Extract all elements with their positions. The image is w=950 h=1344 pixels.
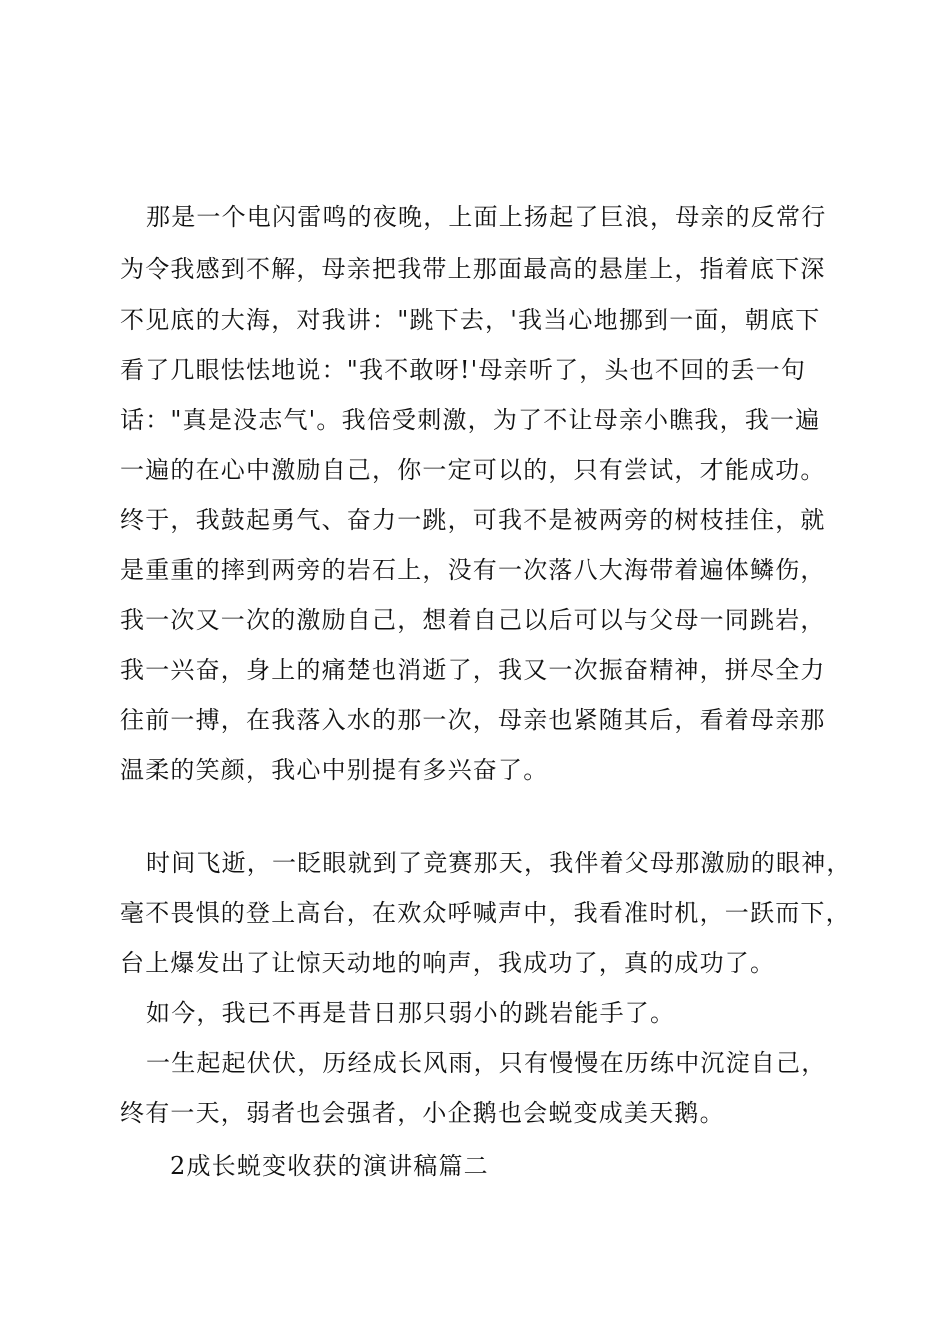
paragraph-1-line-11: 往前一搏，在我落入水的那一次，母亲也紧随其后，看着母亲那: [120, 706, 826, 734]
paragraph-1-line-6: 一遍的在心中激励自己，你一定可以的，只有尝试，才能成功。: [120, 456, 826, 484]
paragraph-1-line-5: 话："真是没志气'。我倍受刺激，为了不让母亲小瞧我，我一遍: [120, 406, 821, 434]
paragraph-1-line-12: 温柔的笑颜，我心中别提有多兴奋了。: [120, 756, 549, 784]
paragraph-2-line-1: 时间飞逝，一眨眼就到了竞赛那天，我伴着父母那激励的眼神，: [146, 849, 852, 877]
paragraph-1-line-8: 是重重的摔到两旁的岩石上，没有一次落八大海带着遍体鳞伤，: [120, 556, 826, 584]
paragraph-1-line-7: 终于，我鼓起勇气、奋力一跳，可我不是被两旁的树枝挂住，就: [120, 506, 826, 534]
paragraph-2-line-3: 台上爆发出了让惊天动地的响声，我成功了，真的成功了。: [120, 949, 776, 977]
paragraph-4-line-1: 一生起起伏伏，历经成长风雨，只有慢慢在历练中沉淀自己，: [146, 1049, 827, 1077]
paragraph-4-line-2: 终有一天，弱者也会强者，小企鹅也会蜕变成美天鹅。: [120, 1099, 725, 1127]
paragraph-3: 如今，我已不再是昔日那只弱小的跳岩能手了。: [146, 999, 676, 1027]
paragraph-1-line-2: 为令我感到不解，母亲把我带上那面最高的悬崖上，指着底下深: [120, 255, 826, 283]
paragraph-1-line-3: 不见底的大海，对我讲："跳下去，'我当心地挪到一面，朝底下: [120, 306, 821, 334]
paragraph-1-line-9: 我一次又一次的激励自己，想着自己以后可以与父母一同跳岩，: [120, 606, 826, 634]
paragraph-1-line-4: 看了几眼怯怯地说："我不敢呀!'母亲听了，头也不回的丢一句: [120, 356, 807, 384]
section-heading: 2成长蜕变收获的演讲稿篇二: [170, 1152, 489, 1180]
paragraph-1-line-1: 那是一个电闪雷鸣的夜晚，上面上扬起了巨浪，母亲的反常行: [146, 203, 827, 231]
paragraph-1-line-10: 我一兴奋，身上的痛楚也消逝了，我又一次振奋精神，拼尽全力: [120, 656, 826, 684]
paragraph-2-line-2: 毫不畏惧的登上高台，在欢众呼喊声中，我看准时机，一跃而下，: [120, 899, 851, 927]
